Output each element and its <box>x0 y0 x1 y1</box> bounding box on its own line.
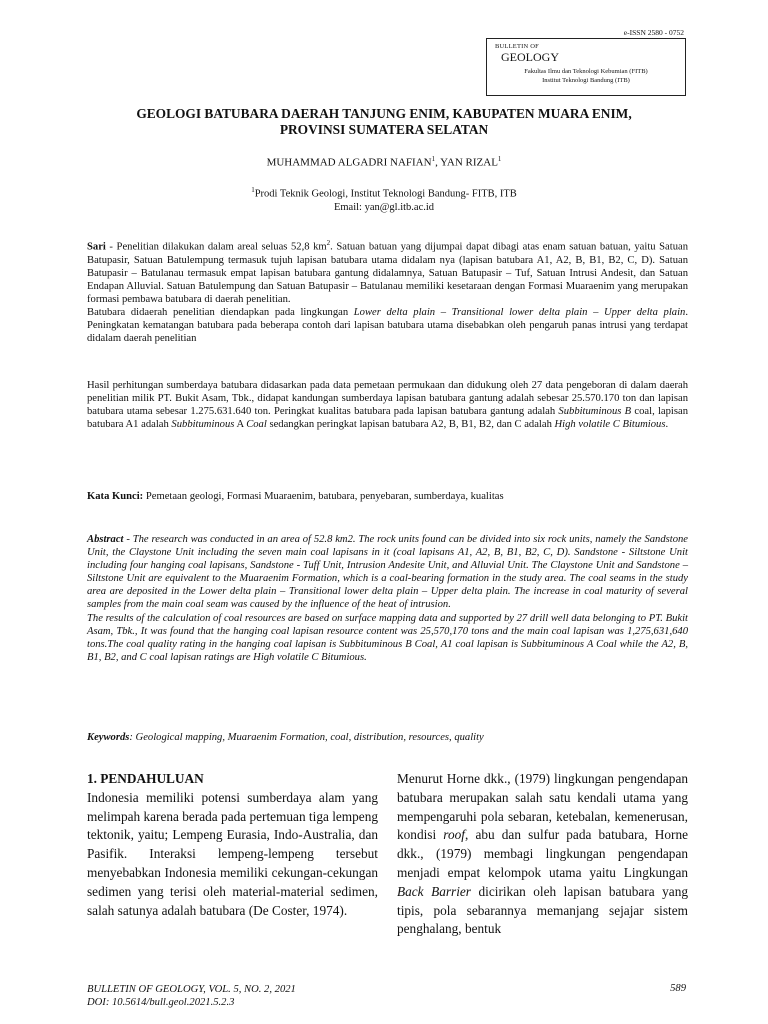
author-sep: , <box>435 156 441 169</box>
kata-kunci <box>87 490 688 503</box>
authors <box>80 155 688 169</box>
sari-paragraph-3 <box>87 379 688 431</box>
abstract-paragraph-1 <box>87 533 688 612</box>
sari-p2-italic: Lower delta plain – Transitional lower delta plain – Upper delta plain <box>353 307 686 318</box>
sari-p1-b: . Satuan batuan yang dijumpai dapat dibagi atas enam satuan batuan, yaitu Satuan Batupasir, Satuan Batulempung termasuk tujuh lapisan batubara utama didalam nya (lapisan batubara A1, A2, B, B1, B2, C, D). Satuan Batupasir – Batulanau termasuk empat lapisan batubara gantung didalamnya, Satuan Batupasir – Tuf, Satuan Intrusi Andesit, dan Satuan Endapan Alluvial. Satuan Batulempung dan Satuan Batupasir – Batulanau memiliki kesetaraan dengan Formasi Muaraenim yang merupakan formasi pembawa batubara di daerah penelitian. <box>87 241 688 305</box>
sari-section <box>87 237 688 345</box>
abstract-section <box>87 533 688 664</box>
journal-geology: GEOLOGY <box>501 50 559 64</box>
intro-right-c: dicirikan oleh lapisan batubara yang tipis, pola sebarannya memanjang sejajar sistem penghalang, bentuk <box>397 883 688 937</box>
sari-p3-i4: High volatile C Bitumious <box>554 419 666 431</box>
footer-journal: BULLETIN OF GEOLOGY, VOL. 5, NO. 2, 2021 <box>87 984 296 995</box>
keywords-text: : Geological mapping, Muaraenim Formation, coal, distribution, resources, quality <box>129 732 484 743</box>
paper-title <box>80 106 688 138</box>
sari-p3-d: sedangkan peringkat lapisan batubara A2, B, B1, B2, dan C adalah <box>266 419 555 431</box>
sari-p1-a: - Penelitian dilakukan dalam areal seluas 52,8 km <box>105 241 327 253</box>
author-2-sup: 1 <box>497 155 502 163</box>
author-1: MUHAMMAD ALGADRI NAFIAN <box>266 156 432 169</box>
kata-kunci-label: Kata Kunci: <box>87 491 144 502</box>
sari-p1-sup: 2 <box>326 239 331 247</box>
journal-bulletin-of: BULLETIN OF <box>495 43 539 50</box>
sari-p3-i2: Subbituminous <box>171 419 235 431</box>
journal-faculty: Fakultas Ilmu dan Teknologi Kebumian (FITB) <box>524 68 648 75</box>
page-number: 589 <box>670 983 686 994</box>
author-1-sup: 1 <box>431 155 436 163</box>
intro-right-column <box>397 770 688 939</box>
intro-left-column <box>87 770 378 920</box>
intro-right-i2: Back Barrier <box>397 883 471 899</box>
journal-logo-box <box>486 38 686 96</box>
affiliation <box>80 184 688 214</box>
sari-p2-b: . Peningkatan kematangan batubara pada beberapa contoh dari lapisan batubara utama disebabkan oleh pengaruh panas intrusi yang terdapat didalam daerah penelitian <box>87 307 688 345</box>
sari-p3-b: coal, lapisan batubara A1 adalah <box>87 406 688 431</box>
footer-citation <box>87 983 296 1009</box>
sari-p3-e: . <box>665 419 669 431</box>
intro-left-text: Indonesia memiliki potensi sumberdaya alam yang melimpah karena berada pada pertemuan tiga lempeng tektonik, yaitu; Lempeng Eurasia, Indo-Australia, dan Pasifik. Interaksi lempeng-lempeng tersebut menyebabkan Indonesia memiliki cekungan-cekungan sedimen yang terisi oleh material-material sedimen, salah satunya adalah batubara (De Coster, 1974). <box>87 789 378 918</box>
footer-doi: DOI: 10.5614/bull.geol.2021.5.2.3 <box>87 997 235 1008</box>
abstract-p1: - The research was conducted in an area of 52.8 km2. The rock units found can be divided into six rock units, namely the Sandstone Unit, the Claystone Unit including the seven main coal lapisans in it (coal lapisans A1, A2, B, B1, B2, C, D). Sandstone - Siltstone Unit including four hanging coal lapisans, Sandstone - Tuff Unit, Intrusion Andesite Unit, and Alluvial Unit. The Claystone Unit and Sandstone – Siltstone Unit are equivalent to the Muaraenim Formation, which is a coal-bearing formation in the study area. The coal seams in the study area are deposited in the Lower delta plain – Transitional lower delta plain – Upper delta plain. The increase in coal maturity of several samples from the main coal seam was caused by the influence of the heat of intrusion. <box>87 534 688 611</box>
sari-p3-i1: Subbituminous B <box>558 406 632 418</box>
abstract-paragraph-2: The results of the calculation of coal resources are based on surface mapping data and supported by 27 drill well data belonging to PT. Bukit Asam, Tbk., It was found that the hanging coal lapisan resource content was 25,570,170 tons and the main coal lapisan was 1,275,631,640 tons.The coal quality rating in the hanging coal lapisan is Subbituminous B Coal, A1 coal lapisan is Subbituminous A Coal while the A2, B, B1, B2, and C coal lapisan ratings are High volatile C Bitumious. <box>87 612 688 663</box>
title-line-1: GEOLOGI BATUBARA DAERAH TANJUNG ENIM, KABUPATEN MUARA ENIM, <box>136 106 632 121</box>
title-line-2: PROVINSI SUMATERA SELATAN <box>279 122 489 137</box>
keywords <box>87 731 688 744</box>
sari-results <box>87 379 688 431</box>
sari-p3-c: A <box>234 419 247 431</box>
sari-p2-a: Batubara didaerah penelitian diendapkan pada lingkungan <box>87 307 354 318</box>
kata-kunci-text: Pemetaan geologi, Formasi Muaraenim, batubara, penyebaran, sumberdaya, kualitas <box>143 491 504 502</box>
abstract-label: Abstract <box>87 534 124 545</box>
intro-right-b: , abu dan sulfur pada batubara, Horne dkk., (1979) membagi lingkungan pengendapan menjadi empat kelompok utama yaitu Lingkungan <box>397 827 688 880</box>
author-2: YAN RIZAL <box>440 156 498 169</box>
sari-paragraph-2 <box>87 306 688 345</box>
sari-p3-i3: Coal <box>246 419 267 431</box>
issn: e-ISSN 2580 - 0752 <box>623 28 684 37</box>
sari-label: Sari <box>87 241 106 253</box>
keywords-label: Keywords <box>87 732 130 743</box>
sari-paragraph-1 <box>87 237 688 306</box>
affil-email: Email: yan@gl.itb.ac.id <box>333 201 435 213</box>
sari-p3-a: Hasil perhitungan sumberdaya batubara didasarkan pada data pemetaan permukaan dan didukung oleh 27 data pengeboran di dalam daerah penelitian milik PT. Bukit Asam, Tbk., didapat kandungan sumberdaya lapisan batubara gantung adalah sebesar 25.570.170 ton dan lapisan batubara utama sebesar 1.275.631.640 ton. Peringkat kualitas batubara pada lapisan batubara gantung adalah <box>87 380 688 418</box>
affil-sup: 1 <box>251 186 255 194</box>
intro-right-a: Menurut Horne dkk., (1979) lingkungan pengendapan batubara merupakan salah satu kendali utama yang mempengaruhi pola sebaran, ketebalan, kemenerusan, kondisi <box>397 771 688 843</box>
affil-text: Prodi Teknik Geologi, Institut Teknologi Bandung- FITB, ITB <box>254 188 517 200</box>
section-heading: 1. PENDAHULUAN <box>87 771 204 786</box>
intro-right-i1: roof <box>443 827 465 843</box>
journal-institute: Institut Teknologi Bandung (ITB) <box>542 77 630 84</box>
